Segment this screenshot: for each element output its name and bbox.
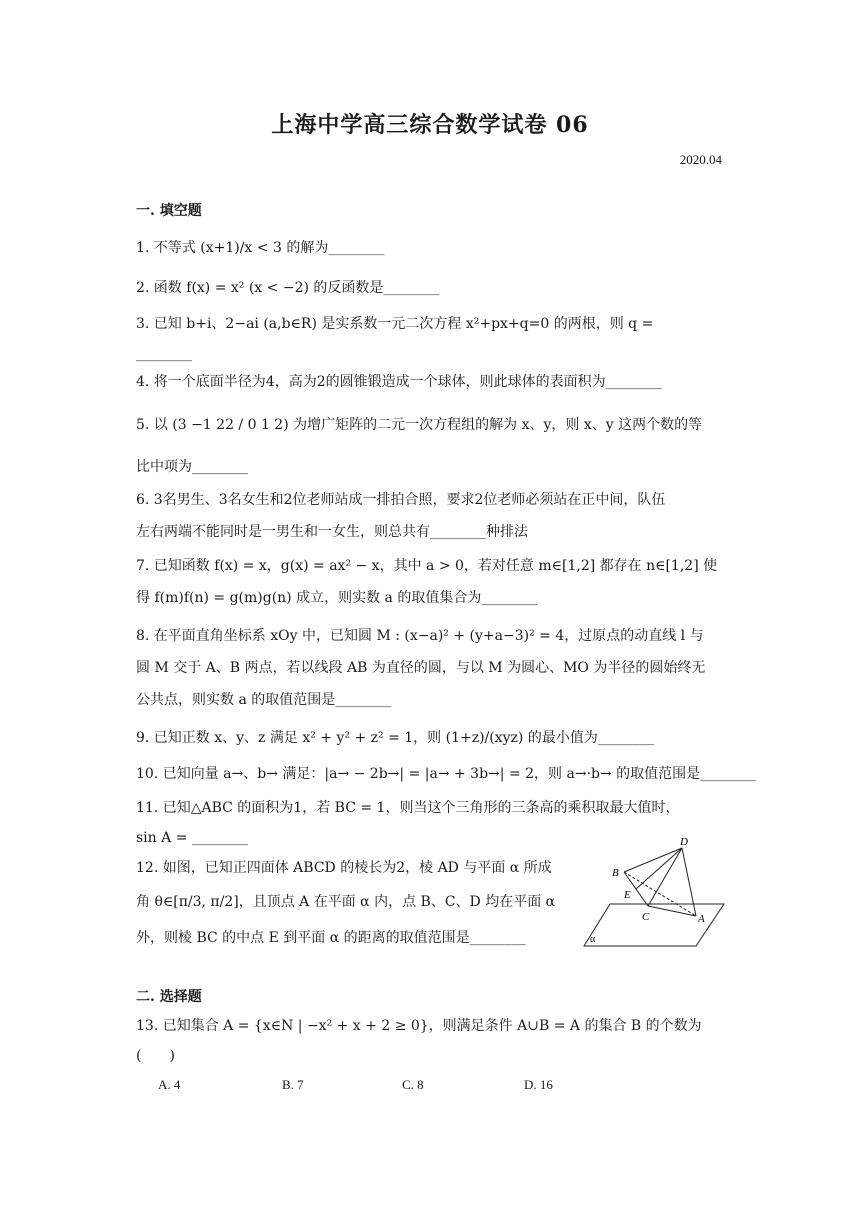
question-8-line-3: 公共点，则实数 a 的取值范围是________: [136, 692, 392, 708]
exam-date: 2020.04: [679, 152, 722, 167]
edge-CA: [648, 906, 696, 916]
question-9: 9. 已知正数 x、y、z 满足 x² + y² + z² = 1，则 (1+z)/(xyz) 的最小值为________: [136, 730, 654, 746]
question-7-line-1: 7. 已知函数 f(x) = x，g(x) = ax² − x，其中 a > 0，若对任意 m∈[1,2] 都存在 n∈[1,2] 使: [136, 558, 718, 574]
choice-c: C. 8: [402, 1077, 424, 1092]
question-8-line-1: 8. 在平面直角坐标系 xOy 中，已知圆 M : (x−a)² + (y+a−3)² = 4，过原点的动直线 l 与: [136, 628, 704, 644]
choice-a: A. 4: [158, 1077, 181, 1092]
question-5-line-2: 比中项为________: [136, 459, 248, 475]
edge-CD: [648, 848, 682, 906]
question-6-line-2: 左右两端不能同时是一男生和一女生，则总共有________种排法: [136, 524, 528, 540]
question-13-line-1: 13. 已知集合 A = {x∈N | −x² + x + 2 ≥ 0}，则满足条件 A∪B = A 的集合 B 的个数为: [136, 1018, 702, 1034]
question-11-line-2: sin A = ________: [136, 830, 248, 846]
question-12-line-1: 12. 如图，已知正四面体 ABCD 的棱长为2，棱 AD 与平面 α 所成: [136, 860, 552, 876]
section-multiple-choice: 二. 选择题: [136, 989, 202, 1005]
question-10: 10. 已知向量 a→、b→ 满足：|a→ − 2b→| = |a→ + 3b→| = 2，则 a→·b→ 的取值范围是________: [136, 766, 757, 782]
label-E: E: [624, 889, 631, 901]
label-D: D: [680, 836, 688, 848]
question-7-line-2: 得 f(m)f(n) = g(m)g(n) 成立，则实数 a 的取值集合为________: [136, 590, 538, 606]
question-12-line-3: 外，则棱 BC 的中点 E 到平面 α 的距离的取值范围是________: [136, 930, 526, 946]
edge-AD: [682, 848, 696, 916]
label-A: A: [698, 913, 705, 925]
tetrahedron-figure: [578, 836, 728, 951]
question-5-line-1: 5. 以 (3 −1 22 / 0 1 2) 为增广矩阵的二元一次方程组的解为 x、y，则 x、y 这两个数的等: [136, 417, 703, 433]
choice-b: B. 7: [282, 1077, 304, 1092]
choice-d: D. 16: [524, 1077, 553, 1092]
segment-ED: [636, 848, 682, 889]
question-8-line-2: 圆 M 交于 A、B 两点，若以线段 AB 为直径的圆，与以 M 为圆心、MO 为半径的圆始终无: [136, 660, 706, 676]
section-fill-blank: 一. 填空题: [136, 203, 202, 219]
question-6-line-1: 6. 3名男生、3名女生和2位老师站成一排拍合照，要求2位老师必须站在正中间，队伍: [136, 492, 666, 508]
edge-BD: [624, 848, 682, 872]
question-2: 2. 函数 f(x) = x² (x < −2) 的反函数是________: [136, 280, 440, 296]
label-C: C: [642, 911, 650, 923]
question-11-line-1: 11. 已知△ABC 的面积为1，若 BC = 1，则当这个三角形的三条高的乘积取最大值时，: [136, 800, 680, 816]
question-13-line-2: ( ): [136, 1048, 175, 1064]
question-1: 1. 不等式 (x+1)/x < 3 的解为________: [136, 240, 385, 256]
label-alpha: α: [590, 934, 596, 945]
question-3-line-1: 3. 已知 b+i、2−ai (a,b∈R) 是实系数一元二次方程 x²+px+q=0 的两根，则 q =: [136, 316, 654, 332]
question-12-line-2: 角 θ∈[π/3, π/2]，且顶点 A 在平面 α 内，点 B、C、D 均在平面 α: [136, 894, 556, 910]
label-B: B: [612, 867, 619, 879]
plane-alpha: [584, 904, 724, 946]
edge-BA: [624, 872, 696, 916]
question-4: 4. 将一个底面半径为4，高为2的圆锥锻造成一个球体，则此球体的表面积为________: [136, 374, 662, 390]
question-3-line-2: ________: [136, 346, 192, 362]
exam-title: 上海中学高三综合数学试卷 06: [271, 112, 589, 138]
